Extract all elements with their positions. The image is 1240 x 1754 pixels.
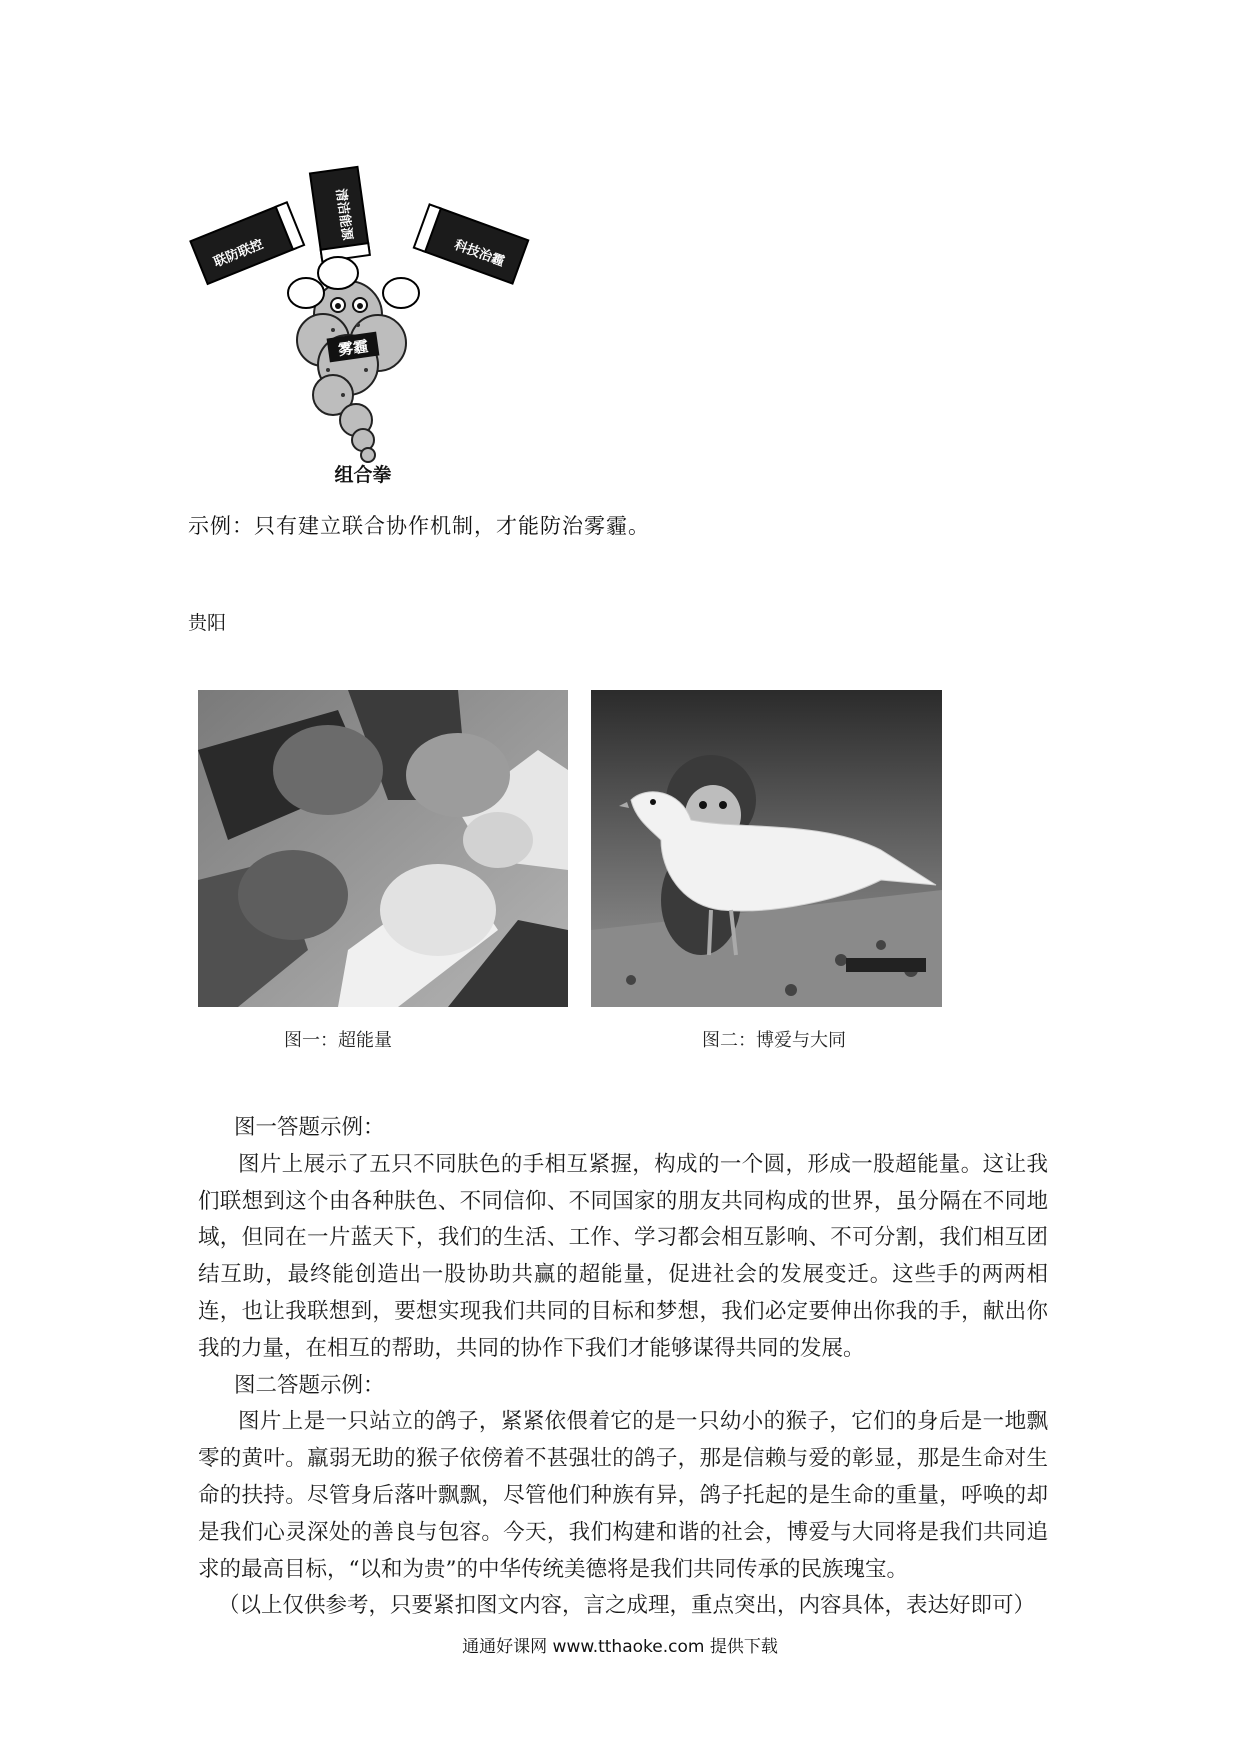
fig1-body: 图片上展示了五只不同肤色的手相互紧握，构成的一个圆，形成一股超能量。这让我们联想到这个由各种肤色、不同信仰、不同国家的朋友共同构成的世界，虽分隔在不同地域，但同在一片蓝天下，我们的生活、工作、学习都会相互影响、不可分割，我们相互团结互助，最终能创造出一股协助共赢的超能量，促进社会的发展变迁。这些手的两两相连，也让我联想到，要想实现我们共同的目标和梦想，我们必定要伸出你我的手，献出你我的力量，在相互的帮助，共同的协作下我们才能够谋得共同的发展。 (198, 1151, 1048, 1361)
fig2-body: 图片上是一只站立的鸽子，紧紧依偎着它的是一只幼小的猴子，它们的身后是一地飘零的黄叶。羸弱无助的猴子依傍着不甚强壮的鸽子，那是信赖与爱的彰显，那是生命对生命的扶持。尽管身后落叶飘飘，尽管他们种族有异，鸽子托起的是生命的重量，呼唤的却是我们心灵深处的善良与包容。今天，我们构建和谐的社会，博爱与大同将是我们共同追求的最高目标，“以和为贵”的中华传统美德将是我们共同传承的民族瑰宝。 (198, 1409, 1048, 1582)
right-fist (383, 278, 419, 308)
hands-image (198, 690, 568, 1007)
fig2-heading: 图二答题示例： (234, 1372, 385, 1398)
left-fist (288, 278, 324, 308)
fist-2 (406, 733, 510, 817)
reference-note: （以上仅供参考，只要紧扣图文内容，言之成理，重点突出，内容具体，表达好即可） (218, 1593, 1036, 1619)
label-tech-smog: 科技治霾 (452, 237, 507, 270)
city-label: 贵阳 (188, 612, 227, 634)
watermark-box (846, 958, 926, 972)
photo1-caption: 图一：超能量 (284, 1030, 392, 1051)
photo-hands (198, 690, 568, 1007)
example-line: 示例：只有建立联合协作机制，才能防治雾霾。 (188, 514, 650, 538)
label-joint-control: 联防联控 (211, 237, 266, 271)
fist-5 (463, 812, 533, 868)
fist-1 (273, 725, 383, 815)
smog-cartoon-drawing (188, 165, 538, 465)
fist-4 (380, 864, 496, 956)
photo2-caption: 图二：博爱与大同 (702, 1030, 846, 1051)
top-fist (318, 257, 358, 289)
fist-3 (238, 850, 348, 940)
answer-section (198, 1110, 1048, 1625)
label-clean-energy: 清洁能源 (332, 187, 355, 242)
label-smog: 雾霾 (337, 336, 370, 359)
footer-credit: 通通好课网 www.tthaoke.com 提供下载 (462, 1637, 778, 1657)
smog-cartoon (188, 165, 538, 490)
cartoon-caption: 组合拳 (334, 464, 392, 486)
dove-monkey-image (591, 690, 942, 1007)
photo-dove-monkey (591, 690, 942, 1007)
fig1-heading: 图一答题示例： (234, 1115, 385, 1140)
